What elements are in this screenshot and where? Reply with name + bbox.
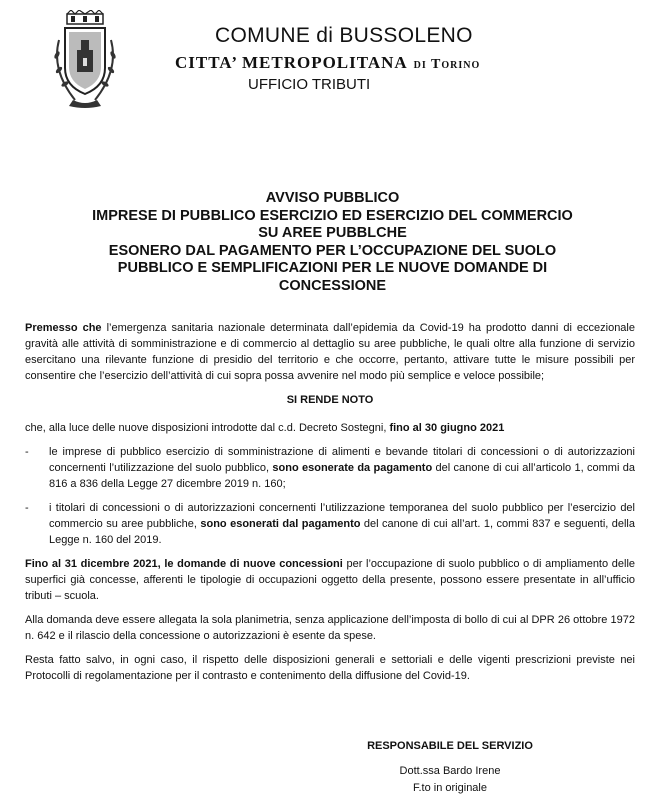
resta-paragraph: Resta fatto salvo, in ogni caso, il rispetto delle disposizioni generali e settoriali e delle vigenti prescrizioni previste nei Protocolli di regolamentazione per il contrasto e contenimento della diffusione del Covid-19. — [25, 654, 635, 682]
fino-paragraph — [25, 556, 635, 604]
signature-signed: F.to in originale — [413, 782, 487, 794]
list-item — [25, 444, 635, 492]
item2-bold: sono esonerati dal pagamento — [200, 518, 361, 530]
list-item — [25, 500, 635, 548]
title-line: PUBBLICO E SEMPLIFICAZIONI PER LE NUOVE DOMANDE DI — [117, 260, 548, 276]
title-line: ESONERO DAL PAGAMENTO PER L’OCCUPAZIONE DEL SUOLO — [108, 242, 557, 259]
title-line: CONCESSIONE — [278, 277, 387, 294]
signature-role: RESPONSABILE DEL SERVIZIO — [367, 740, 533, 752]
allegata-paragraph: Alla domanda deve essere allegata la sola planimetria, senza applicazione dell’imposta di bollo di cui al DPR 26 ottobre 1972 n. 642 e il rilascio della concessione o autorizzazioni è esente da spese. — [25, 614, 635, 642]
citta-suffix: di Torino — [413, 57, 481, 72]
item1-tail: del canone di cui all’articolo 1, commi da 816 a 836 della Legge 27 dicembre 2019 n. 160; — [49, 462, 635, 490]
municipal-crest-icon — [45, 10, 125, 110]
notice-title — [20, 190, 645, 295]
bullet-dash: - — [25, 446, 29, 458]
ufficio-name: UFFICIO TRIBUTI — [248, 76, 371, 93]
premesso-paragraph — [25, 320, 635, 384]
fino-text1: , le domande di — [157, 558, 244, 570]
item1-bold: sono esonerate da pagamento — [272, 462, 433, 474]
signature-name: Dott.ssa Bardo Irene — [399, 765, 501, 777]
item-text — [49, 500, 635, 548]
che-bold: fino al 30 giugno 2021 — [389, 422, 505, 434]
item2-text: i titolari di concessioni o di autorizzazioni concernenti l’utilizzazione temporanea del suolo pubblico per l’esercizio del commercio su aree pubbliche, — [49, 502, 635, 530]
fino-bold2: nuove concessioni — [243, 558, 343, 570]
notice-body — [25, 320, 635, 692]
fino-bold: Fino al 31 dicembre 2021 — [25, 558, 158, 570]
che-paragraph — [25, 420, 635, 436]
item-text — [49, 444, 635, 492]
premesso-text: l’emergenza sanitaria nazionale determinata dall’epidemia da Covid-19 ha prodotto danni di eccezionale gravità alle attività di somministrazione e di commercio al dettaglio su aree pubbliche, le quali oltre alla funzione di servizio esercitano una rilevante funzione di presidio del territorio e che occorre, pertanto, attivare tutte le misure possibili per consentire che l’esercizio dell’attività di cui sopra possa avvenire nel modo più semplice e veloce possibile; — [25, 322, 635, 382]
comune-name: COMUNE di BUSSOLENO — [215, 24, 473, 47]
rende-noto-heading: SI RENDE NOTO — [286, 394, 374, 406]
fino-text2: per l’occupazione di suolo pubblico o di ampliamento delle superfici già concesse, afferenti le tipologie di occupazioni oggetto della presente, possono essere presentate in all’ufficio tributi – scuola. — [25, 558, 636, 602]
bullet-dash: - — [25, 502, 29, 514]
title-line: AVVISO PUBBLICO — [265, 190, 400, 206]
item1-text: le imprese di pubblico esercizio di somministrazione di alimenti e bevande titolari di concessioni o di autorizzazioni concernenti l’utilizzazione del suolo pubblico, — [49, 446, 635, 474]
premesso-bold: Premesso che — [25, 322, 102, 334]
citta-metropolitana — [175, 53, 480, 73]
signature-block — [360, 738, 540, 797]
citta-main: CITTA’ METROPOLITANA — [175, 53, 408, 72]
title-line: IMPRESE DI PUBBLICO ESERCIZIO ED ESERCIZIO DEL COMMERCIO — [92, 207, 573, 224]
che-text: che, alla luce delle nuove disposizioni introdotte dal c.d. Decreto Sostegni, — [25, 422, 390, 434]
title-line: SU AREE PUBBLCHE — [258, 225, 407, 241]
item2-tail: del canone di cui all’art. 1, commi 837 e seguenti, della Legge n. 160 del 2019. — [49, 518, 635, 546]
